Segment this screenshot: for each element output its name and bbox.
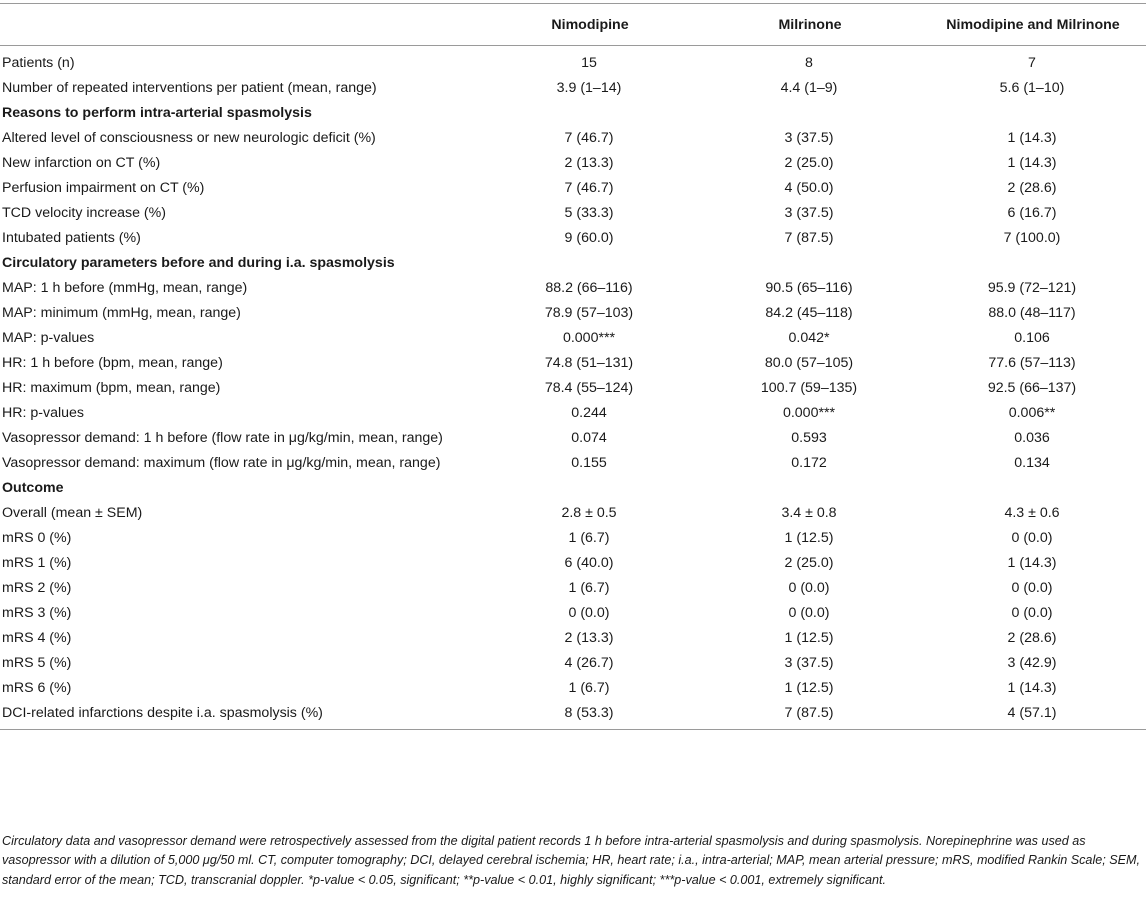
table-body — [0, 46, 1146, 730]
cell-nimodipine: 4 (26.7) — [564, 655, 614, 671]
cell-combination: 7 (100.0) — [1003, 230, 1061, 246]
cell-milrinone: 8 — [805, 55, 813, 71]
row-label: Number of repeated interventions per patient (mean, range) — [2, 80, 377, 96]
header-row — [0, 4, 1146, 46]
row-label: mRS 6 (%) — [2, 680, 72, 696]
cell-combination: 0.006** — [1008, 405, 1056, 421]
data-table — [0, 3, 1146, 730]
row-label: mRS 4 (%) — [2, 630, 72, 646]
cell-combination: 1 (14.3) — [1007, 555, 1057, 571]
table-row — [0, 701, 1146, 730]
table-row — [0, 676, 1146, 701]
table-row — [0, 651, 1146, 676]
table-row — [0, 301, 1146, 326]
table-row — [0, 401, 1146, 426]
cell-combination: 2 (28.6) — [1007, 630, 1057, 646]
cell-nimodipine: 0.155 — [571, 455, 607, 471]
table-row — [0, 46, 1146, 77]
cell-milrinone: 100.7 (59–135) — [760, 380, 858, 396]
cell-combination: 4 (57.1) — [920, 701, 1146, 730]
cell-nimodipine: 0 (0.0) — [568, 605, 610, 621]
cell-nimodipine: 6 (40.0) — [564, 555, 614, 571]
table-row — [0, 276, 1146, 301]
cell-nimodipine: 0.244 — [571, 405, 607, 421]
cell-nimodipine: 88.2 (66–116) — [545, 280, 633, 296]
table-row — [0, 376, 1146, 401]
cell-nimodipine: 9 (60.0) — [564, 230, 614, 246]
cell-milrinone: 1 (12.5) — [784, 680, 834, 696]
cell-nimodipine: 78.9 (57–103) — [544, 305, 634, 321]
header-cell-label — [0, 4, 480, 46]
cell-combination: 6 (16.7) — [1007, 205, 1057, 221]
row-label: Vasopressor demand: 1 h before (flow rate in μg/kg/min, mean, range) — [2, 430, 443, 446]
cell-milrinone: 0.593 — [791, 430, 827, 446]
cell-milrinone: 0 (0.0) — [788, 605, 830, 621]
row-label: mRS 2 (%) — [2, 580, 72, 596]
cell-milrinone: 4.4 (1–9) — [780, 80, 838, 96]
cell-milrinone: 2 (25.0) — [784, 555, 834, 571]
row-label: mRS 1 (%) — [2, 555, 72, 571]
header-cell-combination: Nimodipine and Milrinone — [920, 4, 1146, 46]
cell-nimodipine: 7 (46.7) — [564, 130, 614, 146]
row-label: mRS 3 (%) — [2, 605, 72, 621]
cell-milrinone: 0.172 — [791, 455, 827, 471]
cell-milrinone: 7 (87.5) — [700, 701, 920, 730]
row-label: Patients (n) — [2, 55, 75, 71]
cell-milrinone: 3 (37.5) — [784, 205, 834, 221]
table-row — [0, 176, 1146, 201]
cell-nimodipine: 2.8 ± 0.5 — [561, 505, 617, 521]
row-label: mRS 0 (%) — [2, 530, 72, 546]
cell-combination: 0.106 — [1014, 330, 1050, 346]
cell-combination: 5.6 (1–10) — [999, 80, 1065, 96]
table-row — [0, 226, 1146, 251]
table-row — [0, 626, 1146, 651]
cell-combination: 1 (14.3) — [1007, 130, 1057, 146]
cell-nimodipine: 3.9 (1–14) — [556, 80, 622, 96]
cell-nimodipine: 78.4 (55–124) — [544, 380, 634, 396]
cell-milrinone: 2 (25.0) — [784, 155, 834, 171]
cell-nimodipine: 15 — [581, 55, 597, 71]
row-label: Overall (mean ± SEM) — [2, 505, 143, 521]
row-label: Vasopressor demand: maximum (flow rate in μg/kg/min, mean, range) — [2, 455, 441, 471]
section-row — [0, 476, 1146, 501]
cell-milrinone: 84.2 (45–118) — [765, 305, 853, 321]
cell-nimodipine: 2 (13.3) — [564, 630, 614, 646]
row-label: New infarction on CT (%) — [2, 155, 161, 171]
cell-milrinone: 7 (87.5) — [784, 230, 834, 246]
cell-milrinone: 90.5 (65–116) — [765, 280, 853, 296]
cell-nimodipine: 0.000*** — [562, 330, 616, 346]
table-row — [0, 526, 1146, 551]
row-label: Intubated patients (%) — [2, 230, 141, 246]
table-footnote: Circulatory data and vasopressor demand were retrospectively assessed from the digital patient records 1 h before intra-arterial spasmolysis and during spasmolysis. Norepinephrine was used as vasopressor with a dilution of 5,000 μg/50 ml. CT, computer tomography; DCI, delayed cerebral ischemia; HR, heart rate; i.a., intra-arterial; MAP, mean arterial pressure; mRS, modified Rankin Scale; SEM, standard error of the mean; TCD, transcranial doppler. *p-value < 0.05, significant; **p-value < 0.01, highly significant; ***p-value < 0.001, extremely significant. — [2, 834, 1141, 887]
cell-milrinone: 1 (12.5) — [784, 630, 834, 646]
cell-milrinone: 0.042* — [788, 330, 830, 346]
cell-nimodipine: 1 (6.7) — [568, 530, 610, 546]
cell-combination: 2 (28.6) — [1007, 180, 1057, 196]
cell-combination: 0 (0.0) — [1011, 605, 1053, 621]
cell-combination: 0 (0.0) — [1011, 580, 1053, 596]
cell-combination: 0.134 — [1014, 455, 1050, 471]
cell-milrinone: 3 (37.5) — [784, 130, 834, 146]
cell-combination: 1 (14.3) — [1007, 680, 1057, 696]
cell-nimodipine: 2 (13.3) — [564, 155, 614, 171]
table-header — [0, 4, 1146, 46]
table-row — [0, 201, 1146, 226]
row-label: HR: maximum (bpm, mean, range) — [2, 380, 221, 396]
row-label: MAP: 1 h before (mmHg, mean, range) — [2, 280, 248, 296]
row-label: HR: p-values — [2, 405, 85, 421]
table-row — [0, 326, 1146, 351]
table-row — [0, 351, 1146, 376]
cell-combination: 95.9 (72–121) — [987, 280, 1077, 296]
cell-combination: 88.0 (48–117) — [988, 305, 1076, 321]
table-row — [0, 576, 1146, 601]
cell-milrinone: 80.0 (57–105) — [764, 355, 854, 371]
cell-nimodipine: 5 (33.3) — [564, 205, 614, 221]
cell-combination: 7 — [1028, 55, 1036, 71]
section-row — [0, 101, 1146, 126]
cell-milrinone: 0.000*** — [782, 405, 836, 421]
cell-milrinone: 4 (50.0) — [784, 180, 834, 196]
table-row — [0, 76, 1146, 101]
row-label: HR: 1 h before (bpm, mean, range) — [2, 355, 223, 371]
cell-combination: 77.6 (57–113) — [988, 355, 1076, 371]
cell-nimodipine: 0.074 — [571, 430, 607, 446]
table-row — [0, 426, 1146, 451]
section-heading: Reasons to perform intra-arterial spasmolysis — [2, 105, 312, 121]
cell-combination: 3 (42.9) — [1007, 655, 1057, 671]
cell-milrinone: 1 (12.5) — [784, 530, 834, 546]
cell-combination: 4.3 ± 0.6 — [1004, 505, 1060, 521]
table-row — [0, 501, 1146, 526]
cell-nimodipine: 7 (46.7) — [564, 180, 614, 196]
table-row — [0, 601, 1146, 626]
row-label: Perfusion impairment on CT (%) — [2, 180, 205, 196]
section-heading: Outcome — [2, 480, 64, 496]
cell-combination: 92.5 (66–137) — [987, 380, 1077, 396]
row-label: MAP: p-values — [2, 330, 95, 346]
cell-nimodipine: 74.8 (51–131) — [544, 355, 634, 371]
cell-combination: 1 (14.3) — [1007, 155, 1057, 171]
table-row — [0, 451, 1146, 476]
table-row — [0, 551, 1146, 576]
cell-milrinone: 0 (0.0) — [788, 580, 830, 596]
row-label: DCI-related infarctions despite i.a. spasmolysis (%) — [0, 701, 480, 730]
table-row — [0, 151, 1146, 176]
cell-milrinone: 3 (37.5) — [784, 655, 834, 671]
table-row — [0, 126, 1146, 151]
row-label: TCD velocity increase (%) — [2, 205, 166, 221]
section-row — [0, 251, 1146, 276]
cell-milrinone: 3.4 ± 0.8 — [781, 505, 837, 521]
header-cell-nimodipine: Nimodipine — [480, 4, 700, 46]
row-label: Altered level of consciousness or new neurologic deficit (%) — [2, 130, 376, 146]
cell-combination: 0 (0.0) — [1011, 530, 1053, 546]
header-cell-milrinone: Milrinone — [700, 4, 920, 46]
section-heading: Circulatory parameters before and during i.a. spasmolysis — [2, 255, 395, 271]
row-label: mRS 5 (%) — [2, 655, 72, 671]
row-label: MAP: minimum (mmHg, mean, range) — [2, 305, 241, 321]
cell-combination: 0.036 — [1014, 430, 1050, 446]
cell-nimodipine: 8 (53.3) — [480, 701, 700, 730]
cell-nimodipine: 1 (6.7) — [568, 580, 610, 596]
cell-nimodipine: 1 (6.7) — [568, 680, 610, 696]
